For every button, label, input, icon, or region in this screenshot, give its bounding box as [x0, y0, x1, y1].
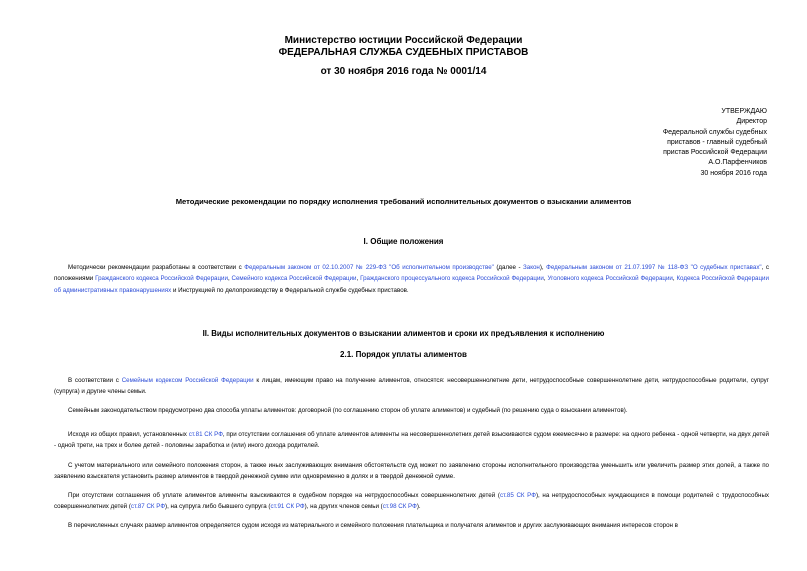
- section-2-paragraph-6: В перечисленных случаях размер алиментов определяется судом исходя из материального и семейного положения плательщика и получателя алиментов и других заслуживающих внимания интересов сторон в: [68, 522, 678, 529]
- civil-code-link[interactable]: Гражданского кодекса Российской Федерации: [95, 275, 228, 283]
- section-1-title: I. Общие положения: [363, 237, 444, 246]
- paragraph-text: и Инструкцией по делопроизводству в Федеральной службе судебных приставов.: [171, 286, 409, 294]
- article-98-link[interactable]: ст.98 СК РФ: [382, 503, 417, 511]
- paragraph-text: ),: [539, 264, 547, 271]
- section-1-paragraph: [54, 262, 769, 296]
- paragraph-text: ,: [672, 275, 677, 283]
- approval-block: [587, 107, 767, 179]
- approval-line: Федеральной службы судебных: [662, 128, 767, 136]
- paragraph-text: ), на нетрудоспособных нуждающихся в помощи родителей с трудоспособных совершеннолетних детей (: [54, 492, 769, 511]
- section-2-paragraph-3: [54, 429, 769, 452]
- approval-line: 30 ноября 2016 года: [700, 169, 767, 177]
- approval-line: А.О.Парфенчиков: [708, 159, 767, 167]
- article-87-link[interactable]: ст.87 СК РФ: [130, 503, 166, 511]
- article-91-link[interactable]: ст.91 СК РФ: [270, 503, 305, 511]
- law-229-link[interactable]: Федеральным законом от 02.10.2007 № 229-ФЗ "Об исполнительном производстве": [244, 264, 494, 271]
- law-short-link[interactable]: Закон: [523, 264, 540, 271]
- service-title: ФЕДЕРАЛЬНАЯ СЛУЖБА СУДЕБНЫХ ПРИСТАВОВ: [278, 47, 529, 58]
- paragraph-text: ,: [356, 275, 361, 283]
- paragraph-text: Методически рекомендации разработаны в соответствии с: [68, 264, 245, 271]
- article-81-link[interactable]: ст.81 СК РФ: [188, 431, 223, 438]
- section-2-title: II. Виды исполнительных документов о взыскании алиментов и сроки их предъявления к исполнению: [202, 329, 605, 338]
- law-118-link[interactable]: Федеральным законом от 21.07.1997 № 118-ФЗ "О судебных приставах": [546, 264, 762, 271]
- paragraph-text: В соответствии с: [68, 377, 122, 384]
- admin-code-link[interactable]: Кодекса Российской Федерации об административных правонарушениях: [54, 275, 769, 294]
- paragraph-text: ,: [543, 275, 548, 283]
- ministry-title: Министерство юстиции Российской Федерации: [284, 35, 523, 46]
- section-2-paragraph-1: [54, 375, 769, 398]
- paragraph-text: При отсутствии соглашения об уплате алиментов алименты взыскиваются в судебном порядке на нетрудоспособных совершеннолетних детей (: [68, 492, 500, 499]
- section-2-paragraph-5: [54, 490, 769, 513]
- article-85-link[interactable]: ст.85 СК РФ: [499, 492, 536, 499]
- paragraph-text: ), на других членов семьи (: [304, 503, 383, 511]
- family-code-link[interactable]: Семейным кодексом Российской Федерации: [121, 377, 254, 384]
- paragraph-text: ).: [416, 503, 421, 511]
- paragraph-text: Исходя из общих правил, установленных: [68, 431, 189, 438]
- criminal-code-link[interactable]: Уголовного кодекса Российской Федерации: [547, 275, 673, 283]
- paragraph-text: ,: [227, 275, 232, 283]
- section-2-paragraph-2: Семейным законодательством предусмотрено два способа уплаты алиментов: договорной (по соглашению сторон об уплате алиментов) и судебный (по решению суда о взыскании алиментов).: [68, 407, 628, 414]
- family-code-link[interactable]: Семейного кодекса Российской Федерации: [231, 275, 357, 283]
- approval-line: Директор: [736, 118, 767, 126]
- paragraph-text: , с положениями: [54, 264, 769, 283]
- approval-line: приставов - главный судебный: [667, 138, 767, 146]
- order-number: от 30 ноября 2016 года № 0001/14: [320, 66, 487, 77]
- paragraph-text: ), на супруга либо бывшего супруга (: [165, 503, 271, 511]
- approval-line: УТВЕРЖДАЮ: [721, 108, 767, 115]
- paragraph-text: , при отсутствии соглашения об уплате алиментов алименты на несовершеннолетних детей взыскиваются судом ежемесячно в размере: на одного ребенка - одной четверти, на двух детей - одной трети, на трех и более детей - половины заработка и (или) иного дохода родителей.: [54, 431, 770, 450]
- section-2-paragraph-4: С учетом материального или семейного положения сторон, а также иных заслуживающих внимания обстоятельств суд может по заявлению стороны исполнительного производства уменьшить или увеличить размер этих долей, а также по заявлению взыскателя установить размер алиментов в твердой денежной сумме или одновременно в долях и в твердой денежной сумме.: [54, 462, 769, 481]
- paragraph-text: к лицам, имеющим право на получение алиментов, относятся: несовершеннолетние дети, нетрудоспособные совершеннолетние дети, нетрудоспособные родители, супруг (супруга) и другие члены семьи.: [54, 377, 770, 396]
- section-2-subtitle: 2.1. Порядок уплаты алиментов: [340, 350, 467, 359]
- document-title: Методические рекомендации по порядку исполнения требований исполнительных документов о взыскании алиментов: [175, 197, 632, 206]
- approval-line: пристав Российской Федерации: [663, 149, 767, 157]
- paragraph-text: (далее -: [493, 264, 524, 271]
- civil-procedure-code-link[interactable]: Гражданского процессуального кодекса Российской Федерации: [360, 275, 544, 283]
